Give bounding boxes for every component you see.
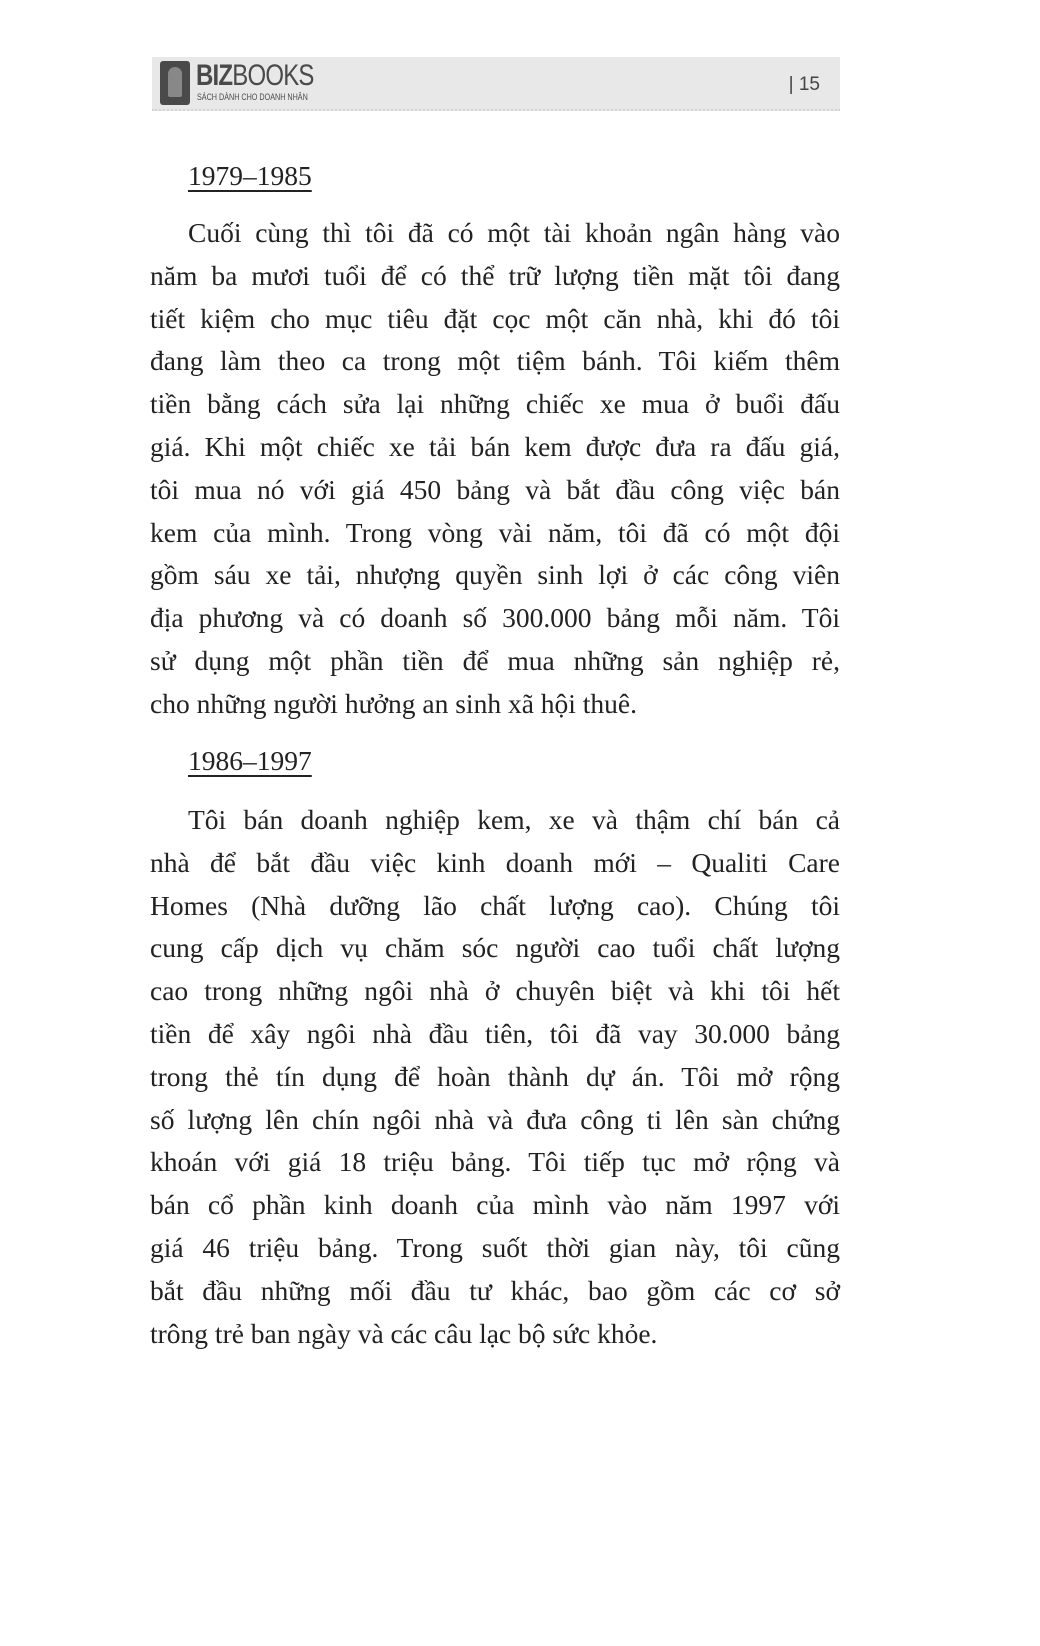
paragraph-line: đang làm theo ca trong một tiệm bánh. Tôi kiếm thêm [150, 345, 840, 377]
section-heading: 1979–1985 [188, 160, 312, 191]
paragraph-line: kem của mình. Trong vòng vài năm, tôi đã có một đội [150, 516, 840, 548]
paragraph-line: tiết kiệm cho mục tiêu đặt cọc một căn nhà, khi đó tôi [150, 302, 840, 334]
paragraph-line: nhà để bắt đầu việc kinh doanh mới – Qualiti Care [150, 846, 840, 878]
paragraph-line: số lượng lên chín ngôi nhà và đưa công ti lên sàn chứng [150, 1103, 840, 1135]
paragraph-line: cho những người hưởng an sinh xã hội thuê. [150, 687, 638, 719]
brand-tagline: SÁCH DÀNH CHO DOANH NHÂN [197, 92, 308, 102]
brand-name [196, 59, 314, 93]
brand-rest: BOOKS [232, 59, 314, 92]
paragraph-line: bắt đầu những mối đầu tư khác, bao gồm các cơ sở [150, 1274, 840, 1306]
paragraph-line: tiền bằng cách sửa lại những chiếc xe mua ở buổi đấu [150, 388, 840, 420]
paragraph-line: cung cấp dịch vụ chăm sóc người cao tuổi chất lượng [150, 932, 840, 964]
paragraph-line: tôi mua nó với giá 450 bảng và bắt đầu công việc bán [150, 473, 840, 505]
brand-bold: BIZ [196, 59, 233, 92]
paragraph-line: cao trong những ngôi nhà ở chuyên biệt và khi tôi hết [150, 975, 840, 1007]
paragraph-line: Tôi bán doanh nghiệp kem, xe và thậm chí bán cả [188, 804, 840, 835]
paragraph-line: địa phương và có doanh số 300.000 bảng mỗi năm. Tôi [150, 602, 840, 634]
paragraph-line: năm ba mươi tuổi để có thể trữ lượng tiền mặt tôi đang [150, 259, 840, 291]
page-header [152, 57, 840, 111]
paragraph-line: gồm sáu xe tải, nhượng quyền sinh lợi ở các công viên [150, 559, 840, 591]
paragraph-line: trong thẻ tín dụng để hoàn thành dự án. Tôi mở rộng [150, 1060, 840, 1092]
paragraph-line: khoán với giá 18 triệu bảng. Tôi tiếp tục mở rộng và [150, 1146, 840, 1178]
paragraph-line: giá. Khi một chiếc xe tải bán kem được đưa ra đấu giá, [150, 431, 840, 462]
paragraph-line: giá 46 triệu bảng. Trong suốt thời gian này, tôi cũng [150, 1232, 840, 1263]
paragraph-line: Homes (Nhà dưỡng lão chất lượng cao). Chúng tôi [150, 889, 840, 921]
paragraph-line: Cuối cùng thì tôi đã có một tài khoản ngân hàng vào [188, 217, 840, 248]
bizbooks-logo-icon [160, 61, 190, 105]
page-number: | 15 [788, 74, 820, 95]
paragraph-line: sử dụng một phần tiền để mua những sản nghiệp rẻ, [150, 645, 840, 676]
paragraph-line: tiền để xây ngôi nhà đầu tiên, tôi đã vay 30.000 bảng [150, 1018, 840, 1049]
section-heading: 1986–1997 [188, 745, 312, 776]
paragraph-line: bán cổ phần kinh doanh của mình vào năm 1997 với [150, 1189, 840, 1221]
paragraph-line: trông trẻ ban ngày và các câu lạc bộ sức khỏe. [150, 1317, 658, 1349]
